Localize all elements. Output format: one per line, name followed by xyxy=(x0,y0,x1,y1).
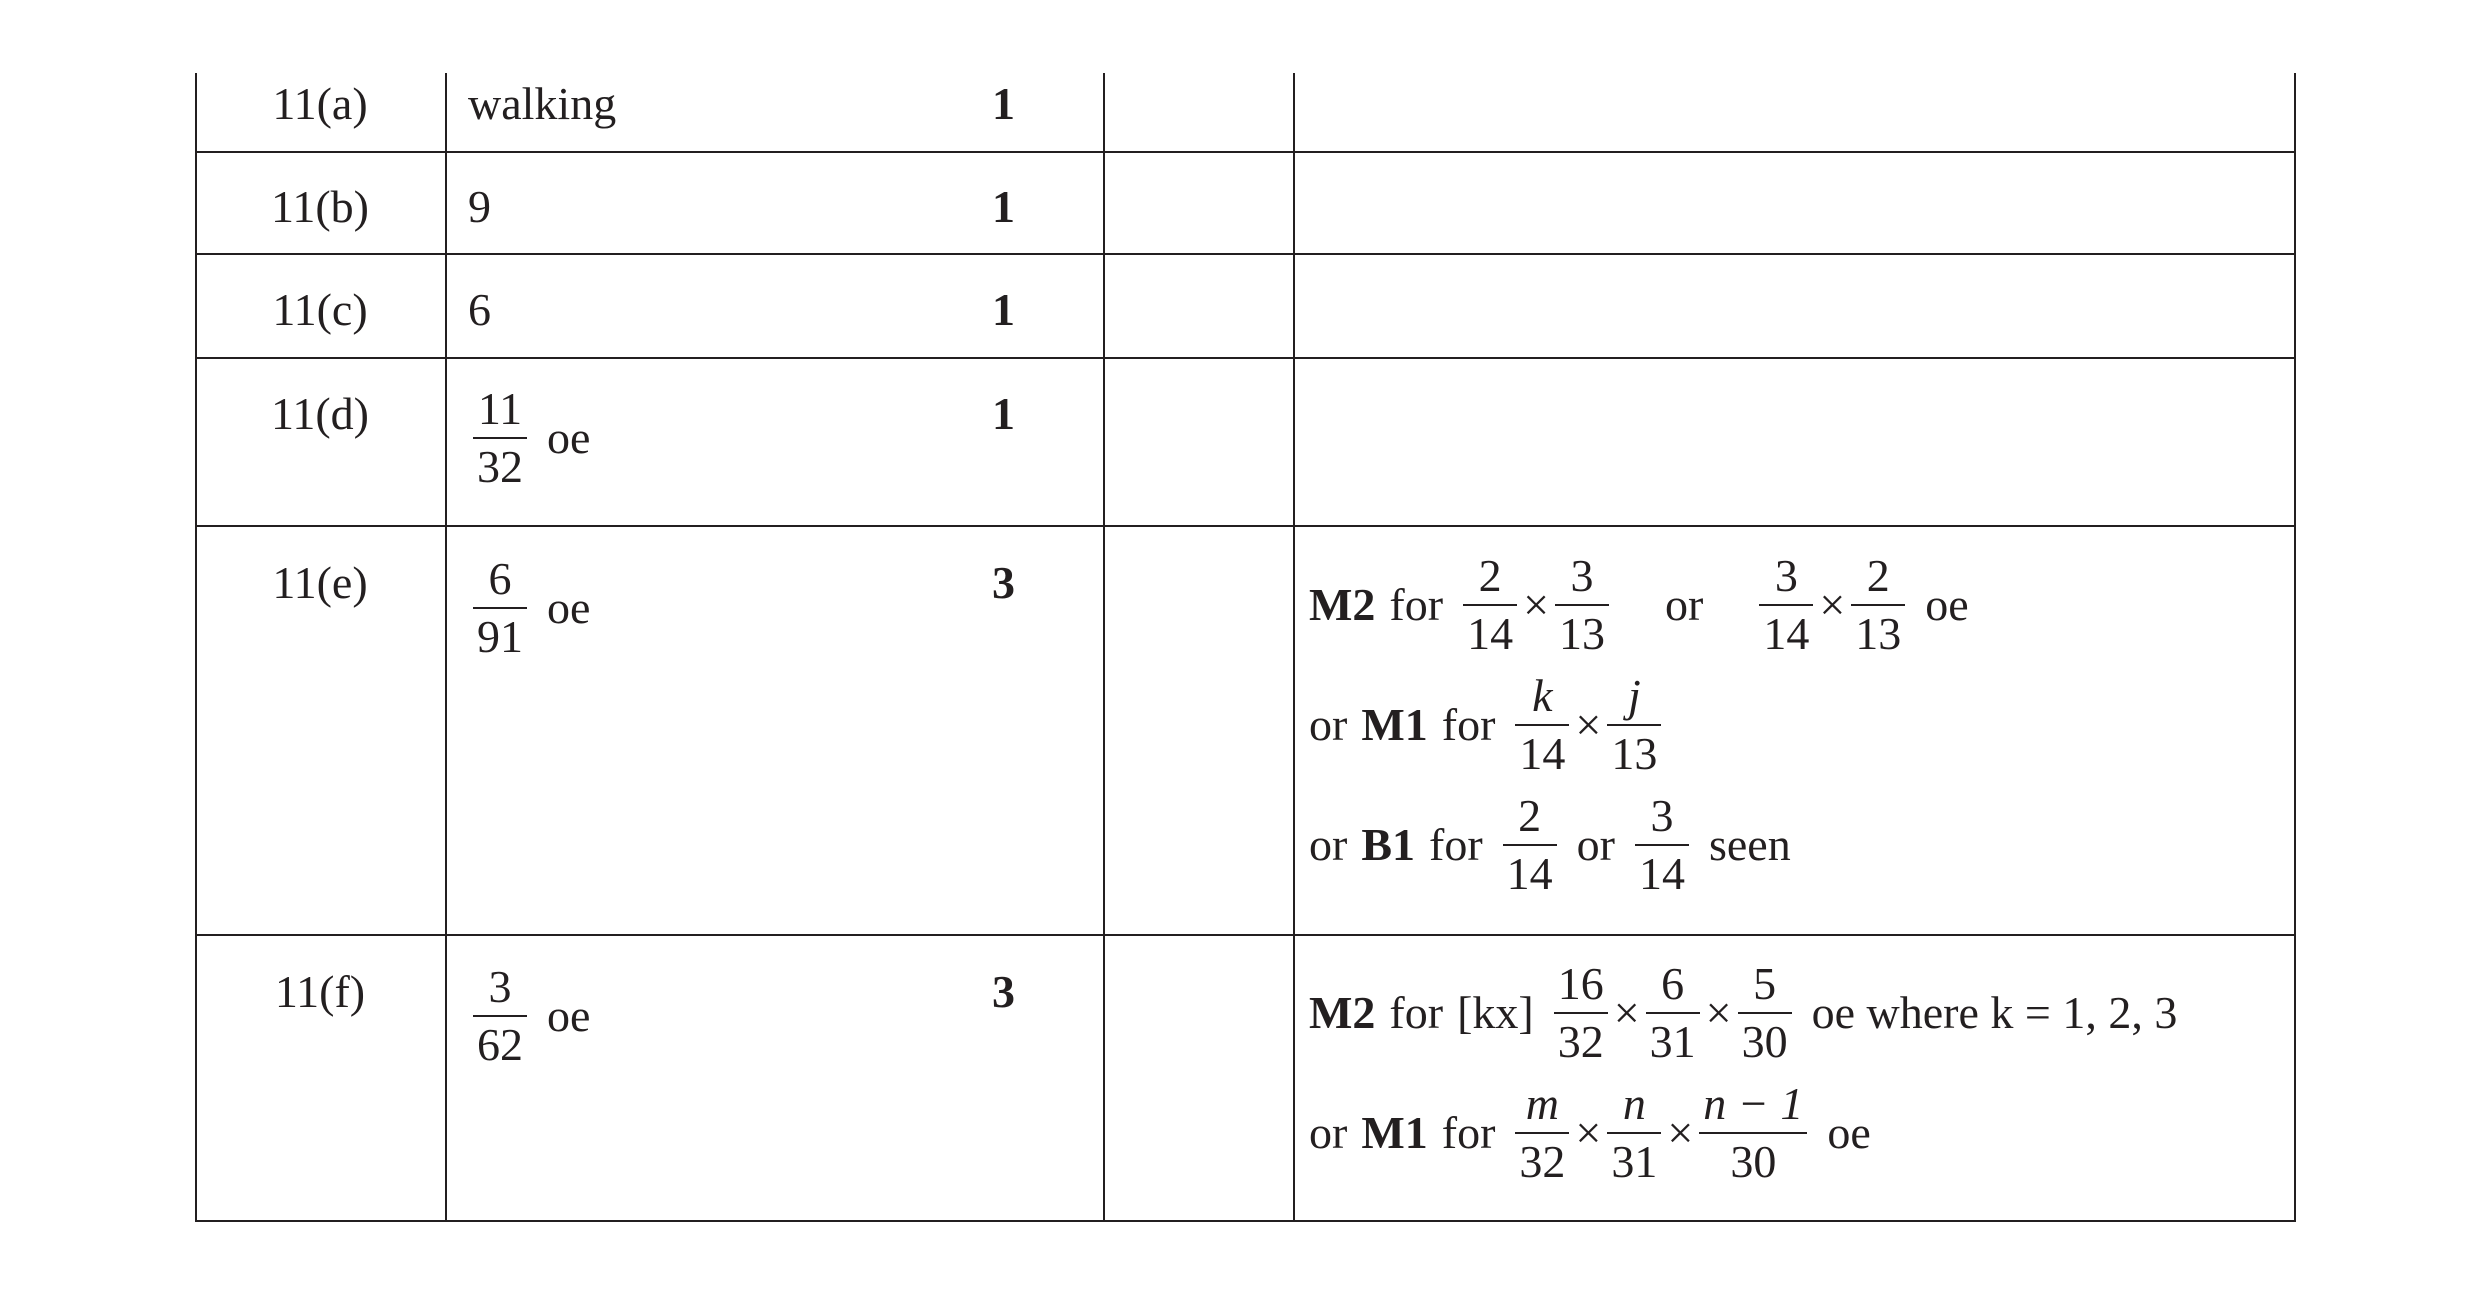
row-divider-1 xyxy=(195,151,2296,153)
question-number: 11(a) xyxy=(272,78,368,129)
guidance-word: or xyxy=(1576,819,1615,870)
guidance-word: for xyxy=(1429,819,1483,870)
guidance-line xyxy=(1309,785,1969,905)
numerator: 3 xyxy=(473,963,527,1017)
guidance-block xyxy=(1309,545,1969,905)
denominator: 32 xyxy=(1557,1016,1604,1067)
numerator: j xyxy=(1607,672,1661,726)
fraction xyxy=(1607,669,1661,779)
fraction xyxy=(473,385,527,492)
numerator: 6 xyxy=(473,555,527,609)
denominator: 31 xyxy=(1611,1136,1658,1187)
mark-code: M2 xyxy=(1309,987,1376,1038)
guidance-word: for xyxy=(1389,579,1444,630)
numerator: 3 xyxy=(1635,792,1689,846)
marks-value: 3 xyxy=(992,966,1015,1017)
marks-value: 1 xyxy=(992,284,1015,335)
fraction xyxy=(1607,1077,1661,1187)
mark-code: M1 xyxy=(1361,1107,1428,1158)
guidance-block xyxy=(1309,953,2177,1193)
fraction xyxy=(473,963,527,1070)
denominator: 14 xyxy=(1467,608,1514,659)
guidance-line xyxy=(1309,665,1969,785)
marks-value: 3 xyxy=(992,557,1015,608)
guidance-word: or xyxy=(1309,699,1348,750)
numerator: 2 xyxy=(1503,792,1557,846)
answer-fraction xyxy=(467,385,590,492)
fraction xyxy=(1635,789,1689,899)
mark-code: M2 xyxy=(1309,579,1376,630)
question-number: 11(c) xyxy=(272,284,368,335)
numerator: k xyxy=(1515,672,1569,726)
table-border-bottom xyxy=(195,1220,2296,1222)
numerator: 3 xyxy=(1759,552,1813,606)
denominator: 32 xyxy=(1519,1136,1566,1187)
question-number: 11(f) xyxy=(274,966,366,1017)
mark-scheme-table xyxy=(195,73,2296,1222)
denominator: 13 xyxy=(1559,608,1606,659)
times-symbol: × xyxy=(1705,987,1732,1038)
guidance-line xyxy=(1309,953,2177,1073)
numerator: m xyxy=(1515,1080,1569,1134)
denominator: 91 xyxy=(477,611,523,663)
numerator: 5 xyxy=(1738,960,1792,1014)
answer-text: walking xyxy=(468,78,617,129)
guidance-word: oe xyxy=(1925,579,1969,630)
numerator: n − 1 xyxy=(1699,1080,1807,1134)
row-divider-2 xyxy=(195,253,2296,255)
fraction xyxy=(1851,549,1905,659)
answer-suffix: oe xyxy=(547,990,591,1042)
guidance-word: for xyxy=(1441,699,1496,750)
mark-code: B1 xyxy=(1361,819,1416,870)
times-symbol: × xyxy=(1667,1107,1694,1158)
fraction xyxy=(1759,549,1813,659)
column-divider-3 xyxy=(1293,73,1295,1222)
row-divider-4 xyxy=(195,525,2296,527)
fraction xyxy=(1699,1077,1807,1187)
guidance-word: or xyxy=(1665,579,1704,630)
numerator: 3 xyxy=(1555,552,1609,606)
denominator: 31 xyxy=(1649,1016,1696,1067)
guidance-word: oe where k = 1, 2, 3 xyxy=(1811,987,2178,1038)
guidance-word: for xyxy=(1441,1107,1496,1158)
guidance-word: oe xyxy=(1827,1107,1871,1158)
numerator: n xyxy=(1607,1080,1661,1134)
times-symbol: × xyxy=(1575,1107,1602,1158)
denominator: 30 xyxy=(1741,1016,1788,1067)
denominator: 14 xyxy=(1638,848,1685,899)
numerator: 6 xyxy=(1646,960,1700,1014)
denominator: 13 xyxy=(1611,728,1658,779)
mark-code: M1 xyxy=(1361,699,1428,750)
numerator: 16 xyxy=(1554,960,1608,1014)
fraction xyxy=(1503,789,1557,899)
answer-fraction xyxy=(467,555,590,662)
marks-value: 1 xyxy=(992,388,1015,439)
answer-fraction xyxy=(467,963,590,1070)
numerator: 2 xyxy=(1851,552,1905,606)
question-number: 11(d) xyxy=(271,388,369,439)
guidance-word: or xyxy=(1309,819,1348,870)
answer-text: 6 xyxy=(468,284,491,335)
times-symbol: × xyxy=(1819,579,1846,630)
denominator: 13 xyxy=(1855,608,1902,659)
fraction xyxy=(1646,957,1700,1067)
guidance-word: for xyxy=(1389,987,1444,1038)
question-number: 11(e) xyxy=(272,557,368,608)
fraction xyxy=(1463,549,1517,659)
marks-value: 1 xyxy=(992,181,1015,232)
multiplier-bracket: [kx] xyxy=(1457,987,1534,1038)
guidance-word: seen xyxy=(1708,819,1791,870)
table-border-right xyxy=(2294,73,2296,1222)
guidance-line xyxy=(1309,1073,2177,1193)
fraction xyxy=(1554,957,1608,1067)
fraction xyxy=(1515,1077,1569,1187)
column-divider-1 xyxy=(445,73,447,1222)
denominator: 14 xyxy=(1763,608,1810,659)
numerator: 11 xyxy=(473,385,527,439)
denominator: 14 xyxy=(1506,848,1553,899)
times-symbol: × xyxy=(1613,987,1640,1038)
times-symbol: × xyxy=(1523,579,1550,630)
denominator: 30 xyxy=(1730,1136,1777,1187)
column-divider-2 xyxy=(1103,73,1105,1222)
times-symbol: × xyxy=(1575,699,1602,750)
row-divider-5 xyxy=(195,934,2296,936)
numerator: 2 xyxy=(1463,552,1517,606)
fraction xyxy=(473,555,527,662)
denominator: 62 xyxy=(477,1019,523,1071)
guidance-line xyxy=(1309,545,1969,665)
fraction xyxy=(1555,549,1609,659)
fraction xyxy=(1515,669,1569,779)
question-number: 11(b) xyxy=(271,181,369,232)
denominator: 14 xyxy=(1519,728,1566,779)
answer-suffix: oe xyxy=(547,412,591,464)
row-divider-3 xyxy=(195,357,2296,359)
marks-value: 1 xyxy=(992,78,1015,129)
fraction xyxy=(1738,957,1792,1067)
table-border-left xyxy=(195,73,197,1222)
answer-text: 9 xyxy=(468,181,491,232)
guidance-word: or xyxy=(1309,1107,1348,1158)
denominator: 32 xyxy=(477,441,523,493)
answer-suffix: oe xyxy=(547,582,591,634)
